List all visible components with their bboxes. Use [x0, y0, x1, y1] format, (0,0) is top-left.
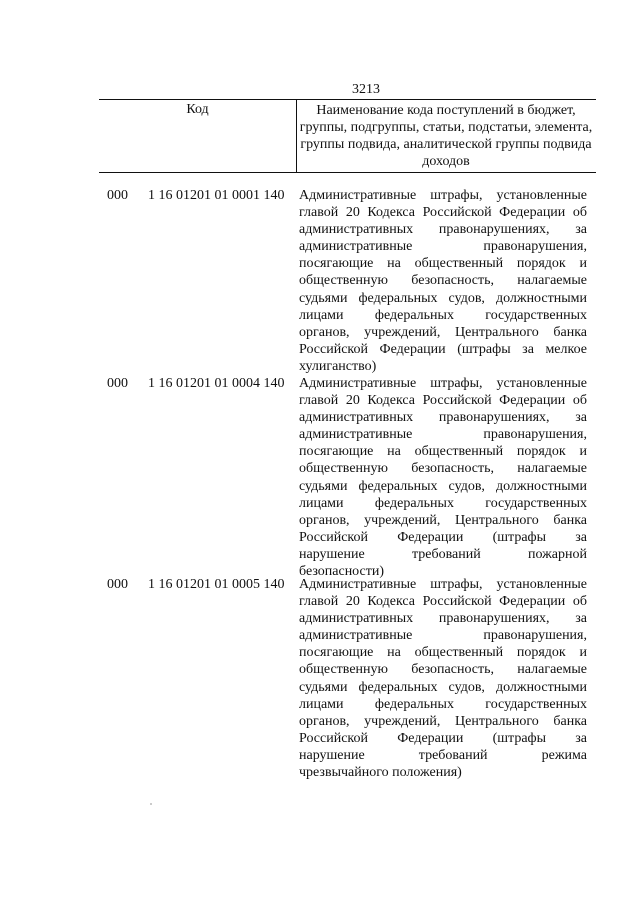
description-line: административные правонарушения,	[299, 628, 587, 644]
row-revenue-code: 1 16 01201 01 0005 140	[148, 577, 285, 592]
description-line: Российской Федерации (штрафы за мелкое	[299, 341, 587, 357]
header-column-divider	[296, 100, 297, 172]
description-line: главой 20 Кодекса Российской Федерации об	[299, 393, 587, 409]
description-line: безопасности)	[299, 564, 385, 580]
description-line: судьями федеральных судов, должностными	[299, 290, 587, 306]
description-line: посягающие на общественный порядок и	[299, 645, 587, 661]
description-line: лицами федеральных государственных	[299, 495, 587, 511]
description-line: Российской Федерации (штрафы за	[299, 529, 587, 545]
description-line: общественную безопасность, налагаемые	[299, 273, 587, 289]
description-line: лицами федеральных государственных	[299, 307, 587, 323]
description-line: общественную безопасность, налагаемые	[299, 461, 587, 477]
description-line: Административные штрафы, установленные	[299, 376, 587, 391]
description-line: органов, учреждений, Центрального банка	[299, 713, 587, 729]
description-line: Административные штрафы, установленные	[299, 577, 587, 592]
row-description	[299, 375, 587, 580]
description-line: административных правонарушениях, за	[299, 410, 587, 426]
row-revenue-code: 1 16 01201 01 0004 140	[148, 376, 285, 391]
description-line: главой 20 Кодекса Российской Федерации об	[299, 594, 587, 610]
row-description	[299, 576, 587, 781]
page-number: 3213	[352, 82, 380, 97]
description-line: органов, учреждений, Центрального банка	[299, 512, 587, 528]
header-code-label: Код	[186, 102, 209, 117]
row-admin-code: 000	[107, 577, 128, 592]
description-line: нарушение требований пожарной	[299, 546, 587, 562]
description-line: лицами федеральных государственных	[299, 696, 587, 712]
description-line: посягающие на общественный порядок и	[299, 444, 587, 460]
scan-speck	[150, 803, 152, 805]
header-name-label: Наименование кода поступлений в бюджет, группы, подгруппы, статьи, подстатьи, элемента, группы подвида, аналитической группы подвида доходов	[299, 103, 593, 169]
description-line: нарушение требований режима	[299, 747, 587, 763]
row-admin-code: 000	[107, 188, 128, 203]
description-line: Административные штрафы, установленные	[299, 188, 587, 203]
description-line: хулиганство)	[299, 358, 377, 374]
description-line: судьями федеральных судов, должностными	[299, 478, 587, 494]
description-line: Российской Федерации (штрафы за	[299, 730, 587, 746]
row-admin-code: 000	[107, 376, 128, 391]
description-line: общественную безопасность, налагаемые	[299, 662, 587, 678]
description-line: судьями федеральных судов, должностными	[299, 679, 587, 695]
description-line: органов, учреждений, Центрального банка	[299, 324, 587, 340]
description-line: административные правонарушения,	[299, 239, 587, 255]
table-header	[99, 99, 596, 173]
description-line: чрезвычайного положения)	[299, 765, 462, 781]
description-line: главой 20 Кодекса Российской Федерации об	[299, 205, 587, 221]
row-description	[299, 187, 587, 375]
row-revenue-code: 1 16 01201 01 0001 140	[148, 188, 285, 203]
description-line: административных правонарушениях, за	[299, 611, 587, 627]
description-line: административные правонарушения,	[299, 427, 587, 443]
description-line: посягающие на общественный порядок и	[299, 256, 587, 272]
description-line: административных правонарушениях, за	[299, 222, 587, 238]
